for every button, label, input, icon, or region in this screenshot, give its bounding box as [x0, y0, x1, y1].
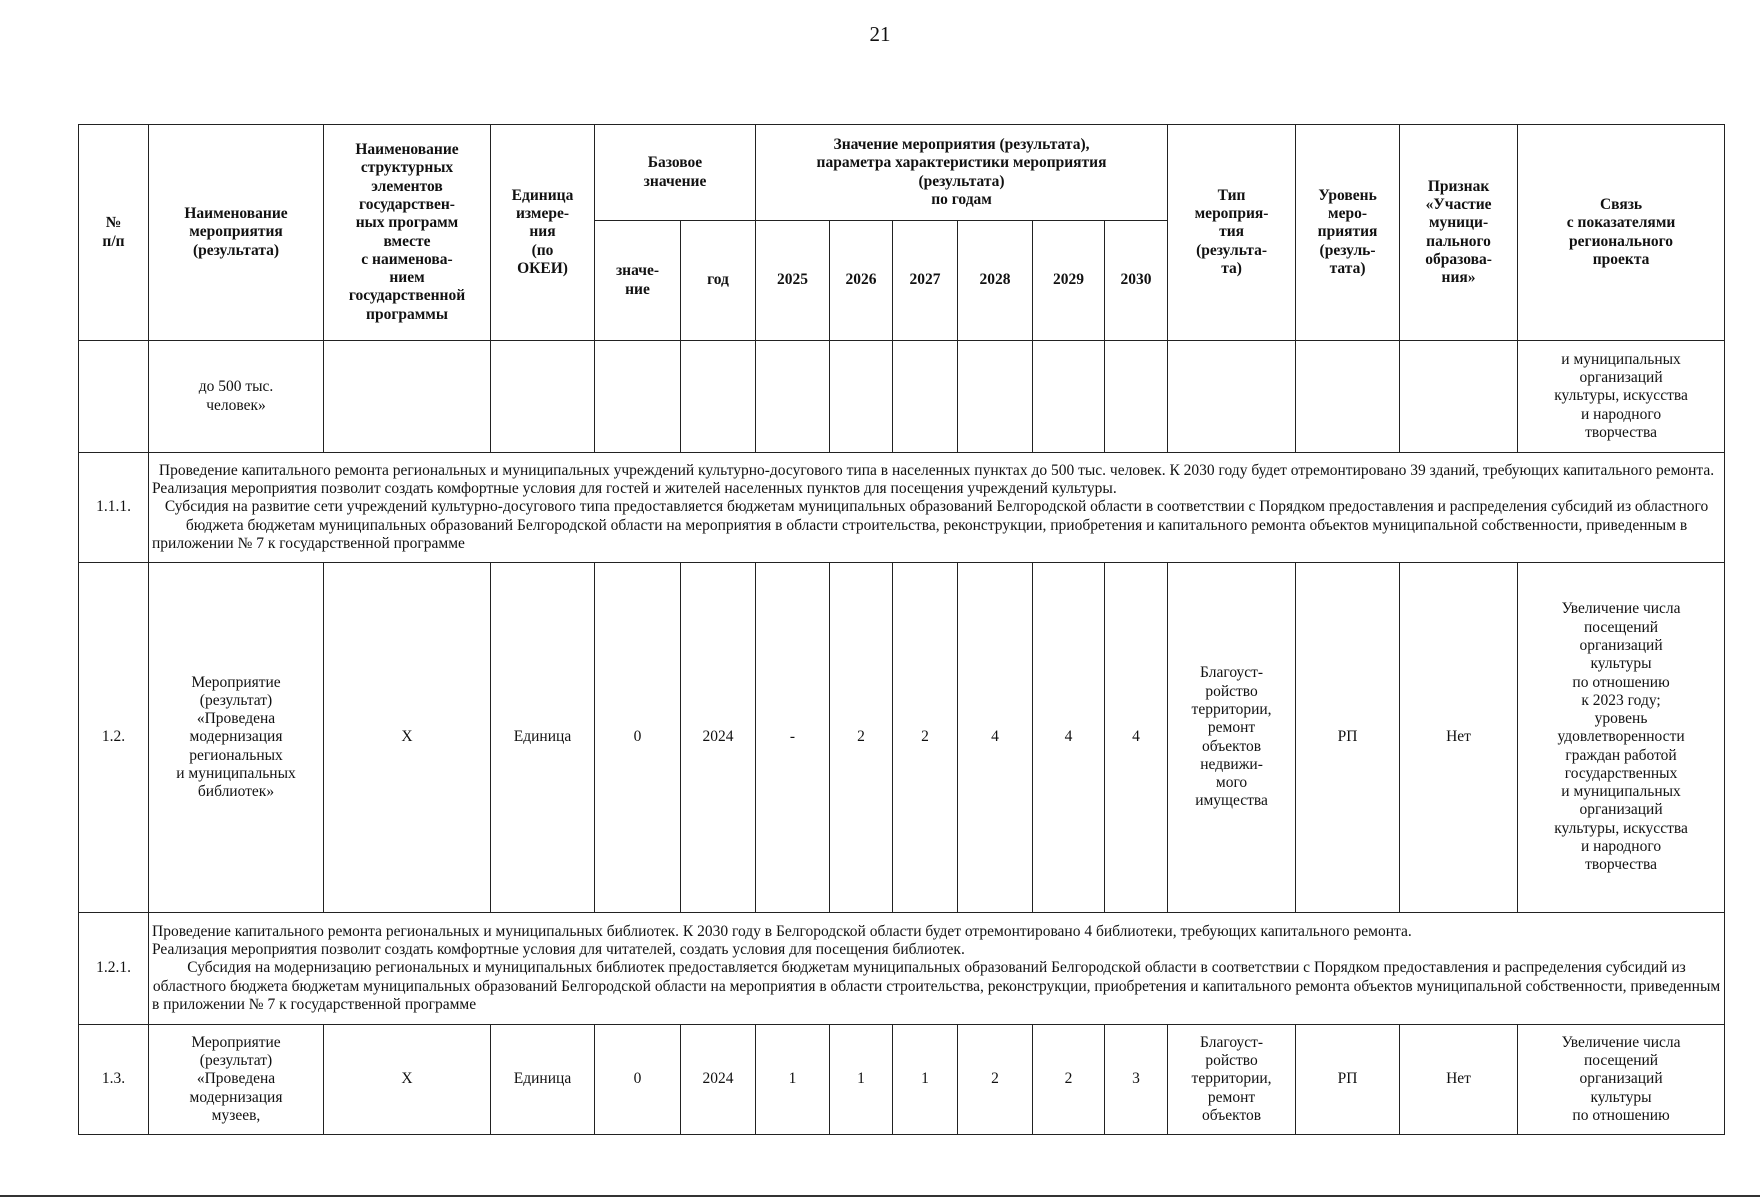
header-year-2030: 2030: [1105, 221, 1168, 341]
header-level: Уровень меро- приятия (резуль- тата): [1296, 125, 1400, 341]
table-row: [79, 913, 1725, 1025]
header-year-2026: 2026: [830, 221, 893, 341]
cell-num: 1.1.1.: [79, 453, 149, 563]
header-base-value: значе- ние: [595, 221, 681, 341]
header-type: Тип мероприя- тия (результа- та): [1168, 125, 1296, 341]
table-row: [79, 341, 1725, 453]
cell-base-value: 0: [595, 563, 681, 913]
page-number: 21: [869, 22, 891, 46]
page-bottom-edge: [0, 1195, 1760, 1197]
cell-type: Благоуст- ройство территории, ремонт объектов недвижи- мого имущества: [1168, 563, 1296, 913]
cell-empty: [595, 341, 681, 453]
header-year-2029: 2029: [1033, 221, 1105, 341]
cell-empty: [1105, 341, 1168, 453]
cell-empty: [1168, 341, 1296, 453]
cell-name: Мероприятие (результат) «Проведена модернизация музеев,: [149, 1025, 324, 1135]
cell-num: 1.2.1.: [79, 913, 149, 1025]
cell-value-2030: 3: [1105, 1025, 1168, 1135]
cell-empty: [756, 341, 830, 453]
cell-level: РП: [1296, 1025, 1400, 1135]
cell-link: Увеличение числа посещений организаций культуры по отношению к 2023 году; уровень удовлетворенности граждан работой государственных и муниципальных организаций культуры, искусства и народного творчества: [1518, 563, 1725, 913]
header-base: Базовое значение: [595, 125, 756, 221]
cell-link: Увеличение числа посещений организаций культуры по отношению: [1518, 1025, 1725, 1135]
cell-value-2025: -: [756, 563, 830, 913]
cell-value-2026: 1: [830, 1025, 893, 1135]
table-row: [79, 453, 1725, 563]
header-sign: Признак «Участие муници- пального образова- ния»: [1400, 125, 1518, 341]
header-unit: Единица измере- ния (по ОКЕИ): [491, 125, 595, 341]
cell-value-2028: 4: [958, 563, 1033, 913]
cell-num: 1.2.: [79, 563, 149, 913]
header-name: Наименование мероприятия (результата): [149, 125, 324, 341]
cell-sign: Нет: [1400, 563, 1518, 913]
header-year-2027: 2027: [893, 221, 958, 341]
cell-struct: X: [324, 563, 491, 913]
cell-sign: Нет: [1400, 1025, 1518, 1135]
cell-value-2029: 2: [1033, 1025, 1105, 1135]
table-row: [79, 563, 1725, 913]
cell-empty: [830, 341, 893, 453]
cell-type: Благоуст- ройство территории, ремонт объектов: [1168, 1025, 1296, 1135]
cell-description: Проведение капитального ремонта региональных и муниципальных библиотек. К 2030 году в Белгородской области будет отремонтировано 4 библиотеки, требующих капитального ремонта. Реализация мероприятия позволит создать комфортные условия для читателей, создать условия для посещения библиотек. Субсидия на модернизацию региональных и муниципальных библиотек предоставляется бюджетам муниципальных образований Белгородской области в соответствии с Порядком предоставления и распределения субсидий из областного бюджета бюджетам муниципальных образований Белгородской области на мероприятия в области строительства, реконструкции, приобретения и капитального ремонта объектов муниципальной собственности, приведенным в приложении № 7 к государственной программе: [149, 913, 1725, 1025]
cell-description: Проведение капитального ремонта региональных и муниципальных учреждений культурно-досугового типа в населенных пунктах до 500 тыс. человек. К 2030 году будет отремонтировано 39 зданий, требующих капитального ремонта. Реализация мероприятия позволит создать комфортные условия для гостей и жителей населенных пунктов для посещения учреждений культуры. Субсидия на развитие сети учреждений культурно-досугового типа предоставляется бюджетам муниципальных образований Белгородской области в соответствии с Порядком предоставления и распределения субсидий из областного бюджета бюджетам муниципальных образований Белгородской области на мероприятия в области строительства, реконструкции, приобретения и капитального ремонта объектов муниципальной собственности, приведенным в приложении № 7 к государственной программе: [149, 453, 1725, 563]
cell-empty: [1400, 341, 1518, 453]
header-base-year: год: [681, 221, 756, 341]
table-row: [79, 1025, 1725, 1135]
cell-value-2027: 2: [893, 563, 958, 913]
cell-num: 1.3.: [79, 1025, 149, 1135]
header-link: Связь с показателями регионального проекта: [1518, 125, 1725, 341]
cell-value-2027: 1: [893, 1025, 958, 1135]
activities-table: [78, 124, 1725, 1135]
cell-struct: X: [324, 1025, 491, 1135]
header-values: Значение мероприятия (результата), параметра характеристики мероприятия (результата) по годам: [756, 125, 1168, 221]
cell-value-2030: 4: [1105, 563, 1168, 913]
cell-link: и муниципальных организаций культуры, искусства и народного творчества: [1518, 341, 1725, 453]
cell-unit: Единица: [491, 563, 595, 913]
cell-level: РП: [1296, 563, 1400, 913]
cell-unit: Единица: [491, 1025, 595, 1135]
cell-empty: [324, 341, 491, 453]
cell-value-2028: 2: [958, 1025, 1033, 1135]
cell-base-year: 2024: [681, 1025, 756, 1135]
cell-base-value: 0: [595, 1025, 681, 1135]
header-year-2025: 2025: [756, 221, 830, 341]
cell-name: до 500 тыс. человек»: [149, 341, 324, 453]
header-struct: Наименование структурных элементов государствен- ных программ вместе с наименова- нием государственной программы: [324, 125, 491, 341]
cell-empty: [491, 341, 595, 453]
header-year-2028: 2028: [958, 221, 1033, 341]
cell-empty: [1033, 341, 1105, 453]
cell-name: Мероприятие (результат) «Проведена модернизация региональных и муниципальных библиотек»: [149, 563, 324, 913]
cell-empty: [79, 341, 149, 453]
header-row-1: [79, 125, 1725, 221]
cell-empty: [958, 341, 1033, 453]
cell-value-2029: 4: [1033, 563, 1105, 913]
cell-empty: [893, 341, 958, 453]
cell-empty: [681, 341, 756, 453]
cell-base-year: 2024: [681, 563, 756, 913]
cell-value-2025: 1: [756, 1025, 830, 1135]
cell-empty: [1296, 341, 1400, 453]
header-num: № п/п: [79, 125, 149, 341]
cell-value-2026: 2: [830, 563, 893, 913]
